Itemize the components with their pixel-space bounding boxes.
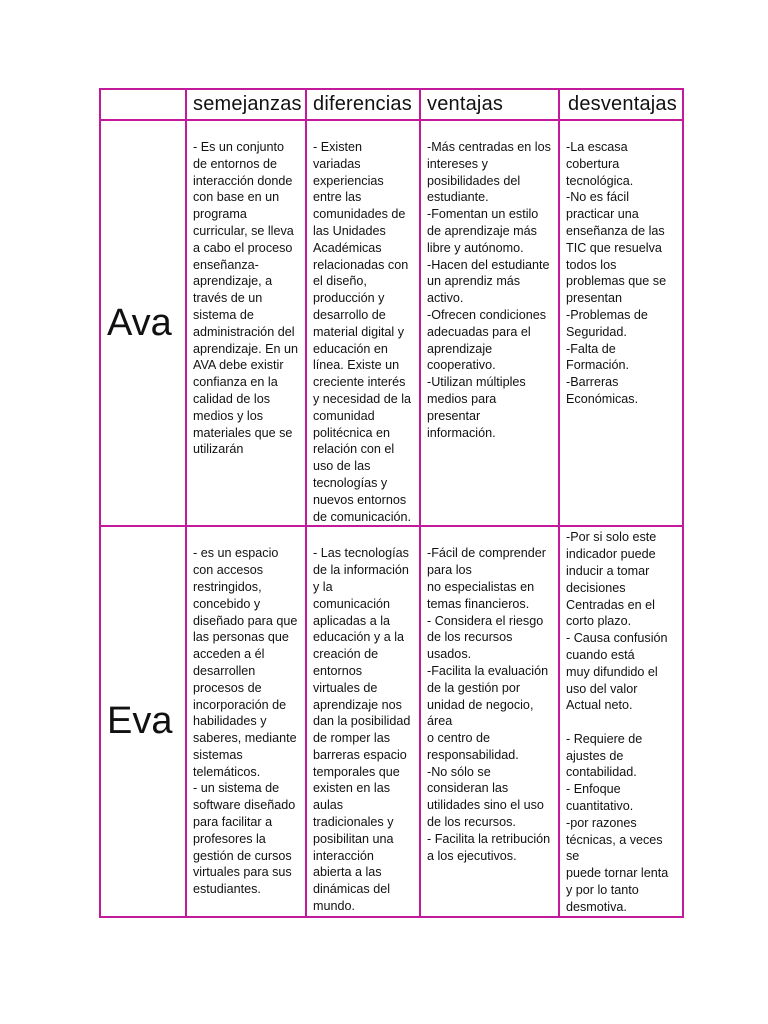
header-semejanzas: semejanzas <box>186 89 306 120</box>
header-row <box>100 89 683 120</box>
ava-semejanzas-cell <box>186 120 306 526</box>
table-row-eva <box>100 526 683 916</box>
eva-desventajas-text: -Por si solo este indicador puede inducir a tomar decisiones Centradas en el corto plazo. - Causa confusión cuando está muy difundido el uso del valor Actual neto. - Requiere de ajustes de contabilidad. - Enfoque cuantitativo. -por razones técnicas, a veces se puede tornar lenta y por lo tanto desmotiva. <box>566 530 669 914</box>
row-label-eva: Eva <box>100 526 186 916</box>
ava-ventajas-cell <box>420 120 559 526</box>
ava-ventajas-text: -Más centradas en los intereses y posibilidades del estudiante. -Fomentan un estilo de aprendizaje más libre y autónomo. -Hacen del estudiante un aprendiz más activo. -Ofrecen condiciones adecuadas para el aprendizaje cooperativo. -Utilizan múltiples medios para presentar información. <box>427 140 551 440</box>
header-diferencias: diferencias <box>306 89 420 120</box>
table-row-ava <box>100 120 683 526</box>
comparison-table <box>99 88 684 918</box>
eva-diferencias-text: - Las tecnologías de la información y la comunicación aplicadas a la educación y a la creación de entornos virtuales de aprendizaje nos dan la posibilidad de romper las barreras espacio temporales que existen en las aulas tradicionales y posibilitan una interacción abierta a las dinámicas del mundo. <box>313 546 411 914</box>
ava-semejanzas-text: - Es un conjunto de entornos de interacción donde con base en un programa curricular, se lleva a cabo el proceso enseñanza- aprendizaje, a través de un sistema de administración del aprendizaje. En un AVA debe existir confianza en la calidad de los medios y los materiales que se utilizarán <box>193 140 299 457</box>
eva-desventajas-cell <box>559 526 683 916</box>
ava-desventajas-cell <box>559 120 683 526</box>
row-label-ava: Ava <box>100 120 186 526</box>
header-desventajas: desventajas <box>559 89 683 120</box>
eva-ventajas-cell <box>420 526 559 916</box>
eva-semejanzas-cell <box>186 526 306 916</box>
header-ventajas: ventajas <box>420 89 559 120</box>
header-empty-cell <box>100 89 186 120</box>
eva-diferencias-cell <box>306 526 420 916</box>
eva-semejanzas-text: - es un espacio con accesos restringidos, concebido y diseñado para que las personas que acceden a él desarrollen procesos de incorporación de habilidades y saberes, mediante sistemas telemáticos. - un sistema de software diseñado para facilitar a profesores la gestión de cursos virtuales para sus estudiantes. <box>193 546 298 897</box>
ava-desventajas-text: -La escasa cobertura tecnológica. -No es fácil practicar una enseñanza de las TIC que resuelva todos los problemas que se presentan -Problemas de Seguridad. -Falta de Formación. -Barreras Económicas. <box>566 140 667 406</box>
eva-ventajas-text: -Fácil de comprender para los no especialistas en temas financieros. - Considera el riesgo de los recursos usados. -Facilita la evaluación de la gestión por unidad de negocio, área o centro de responsabilidad. -No sólo se consideran las utilidades sino el uso de los recursos. - Facilita la retribución a los ejecutivos. <box>427 546 551 863</box>
ava-diferencias-text: - Existen variadas experiencias entre las comunidades de las Unidades Académicas relacionadas con el diseño, producción y desarrollo de material digital y educación en línea. Existe un creciente interés y necesidad de la comunidad politécnica en relación con el uso de las tecnologías y nuevos entornos de comunicación. <box>313 140 412 524</box>
ava-diferencias-cell <box>306 120 420 526</box>
